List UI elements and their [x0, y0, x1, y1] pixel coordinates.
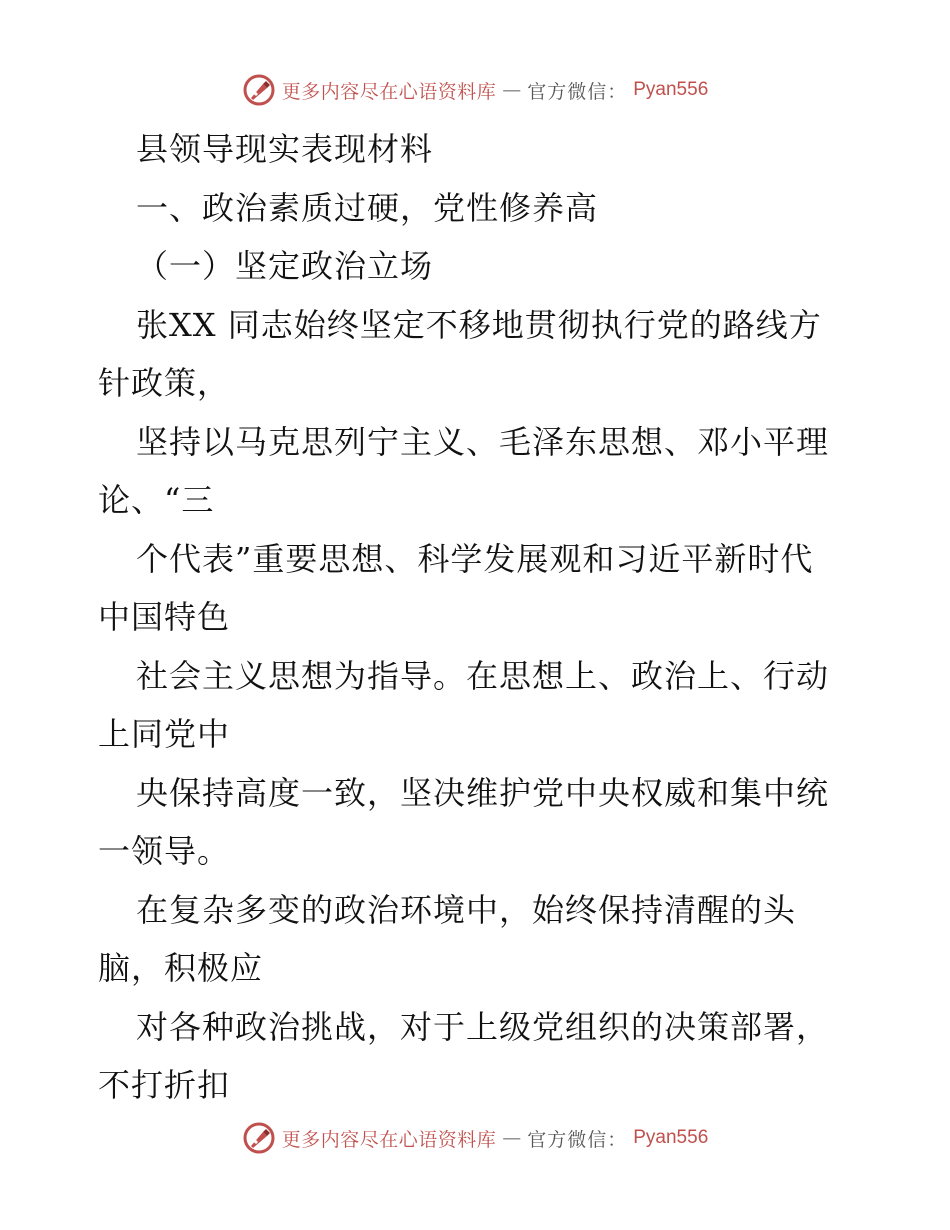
paragraph-line: 脑，积极应 [98, 949, 264, 987]
paragraph-line: 央保持高度一致，坚决维护党中央权威和集中统 [136, 773, 830, 812]
paragraph-line: 论、“三 [98, 481, 215, 519]
subsection-heading: （一）坚定政治立场 [136, 247, 434, 285]
watermark-official-label: 官方微信： [527, 1128, 628, 1151]
paragraph-line: 上同党中 [98, 715, 231, 753]
watermark-site-text: 更多内容尽在心语资料库 [281, 80, 497, 103]
document-body [98, 120, 858, 1115]
watermark-wechat-id: Pyan556 [633, 79, 709, 100]
paragraph-line: 在复杂多变的政治环境中，始终保持清醒的头 [136, 890, 797, 929]
header-watermark [0, 70, 950, 110]
watermark-official-label: 官方微信： [527, 80, 628, 103]
paragraph-line: 一领导。 [98, 832, 231, 870]
watermark-dash: — [502, 1127, 522, 1149]
watermark-site-text: 更多内容尽在心语资料库 [281, 1128, 497, 1151]
paragraph-line: 不打折扣 [98, 1066, 231, 1104]
footer-watermark [0, 1118, 950, 1158]
paragraph-line: 社会主义思想为指导。在思想上、政治上、行动 [136, 656, 830, 695]
paragraph-line: 中国特色 [98, 598, 231, 636]
paragraph-line: 张XX 同志始终坚定不移地贯彻执行党的路线方 [136, 305, 822, 344]
pen-nib-logo-icon [242, 1121, 276, 1155]
document-title: 县领导现实表现材料 [136, 130, 434, 168]
pen-nib-logo-icon [242, 73, 276, 107]
paragraph-line: 针政策， [98, 364, 231, 402]
section-heading: 一、政治素质过硬，党性修养高 [136, 188, 599, 227]
watermark-dash: — [502, 79, 522, 101]
paragraph-line: 个代表”重要思想、科学发展观和习近平新时代 [136, 539, 814, 578]
watermark-wechat-id: Pyan556 [633, 1127, 709, 1148]
paragraph-line: 对各种政治挑战，对于上级党组织的决策部署， [136, 1007, 830, 1046]
paragraph-line: 坚持以马克思列宁主义、毛泽东思想、邓小平理 [136, 422, 830, 461]
